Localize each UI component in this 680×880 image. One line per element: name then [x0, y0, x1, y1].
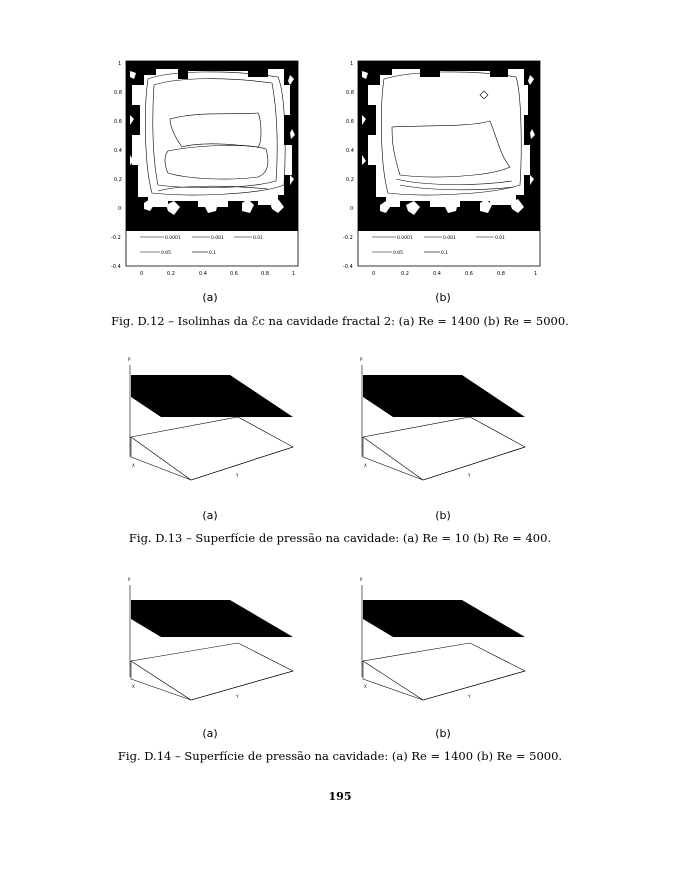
z-axis-label: P: [360, 577, 363, 582]
y-tick: 0: [350, 206, 354, 212]
legend-entry: 0.05: [161, 251, 172, 256]
pressure-surface: [131, 600, 293, 637]
y-tick-labels: [343, 61, 354, 270]
subfigure-label-b: (b): [435, 509, 451, 522]
x-tick-labels: [140, 271, 295, 277]
x-tick: 0: [372, 271, 376, 277]
pressure-surface-plot: [350, 575, 530, 705]
y-tick: 0.6: [346, 119, 354, 125]
legend-entry: 0.01: [253, 236, 264, 241]
y-tick: 0.4: [114, 148, 122, 154]
legend-entry: 0.001: [443, 236, 456, 241]
subfigure-label-a: (a): [202, 727, 218, 740]
legend-entry: 0.1: [441, 251, 449, 256]
x-tick: 0.2: [401, 271, 409, 277]
x-tick: 0.4: [433, 271, 441, 277]
x-axis: [363, 679, 423, 700]
base-plane: [363, 417, 525, 480]
legend-entry: 0.001: [211, 236, 224, 241]
y-tick: 1: [118, 61, 122, 67]
y-tick: -0.4: [343, 264, 353, 270]
subfigure-label-b: (b): [435, 291, 451, 304]
x-tick: 0.8: [497, 271, 505, 277]
y-tick: 0.6: [114, 119, 122, 125]
y-axis-label: Y: [236, 473, 239, 478]
y-tick: 1: [350, 61, 354, 67]
y-tick: 0.2: [114, 177, 122, 183]
base-plane: [363, 643, 525, 700]
legend-entry: 0.1: [209, 251, 217, 256]
x-tick-labels: [372, 271, 537, 277]
subfigure-label-a: (a): [202, 509, 218, 522]
legend-entry: 0.0001: [397, 236, 413, 241]
y-tick: 0.8: [114, 90, 122, 96]
x-axis: [363, 457, 423, 480]
y-tick: 0.2: [346, 177, 354, 183]
y-tick-labels: [111, 61, 122, 270]
subfigure-label-a: (a): [202, 291, 218, 304]
y-axis-label: Y: [468, 694, 471, 699]
base-plane: [131, 643, 293, 700]
z-axis-label: P: [360, 357, 363, 362]
x-tick: 1: [292, 271, 296, 277]
x-tick: 0: [140, 271, 144, 277]
figure-caption-d14: Fig. D.14 – Superfície de pressão na cavidade: (a) Re = 1400 (b) Re = 5000.: [117, 749, 563, 763]
y-tick: 0: [118, 206, 122, 212]
y-axis: [423, 671, 525, 700]
subfigure-label-b: (b): [435, 727, 451, 740]
y-axis-label: Y: [236, 694, 239, 699]
y-axis: [191, 447, 293, 480]
x-axis-label: X: [132, 463, 135, 468]
pressure-surface: [363, 600, 525, 637]
y-tick: -0.4: [111, 264, 121, 270]
x-tick: 1: [534, 271, 538, 277]
y-axis: [191, 671, 293, 700]
legend-entry: 0.05: [393, 251, 404, 256]
y-tick: -0.2: [343, 235, 353, 241]
x-axis-label: X: [364, 684, 367, 689]
pressure-surface-plot: [118, 355, 298, 485]
pressure-surface-plot: [350, 355, 530, 485]
x-tick: 0.6: [465, 271, 473, 277]
figure-caption-d12: Fig. D.12 – Isolinhas da ℰc na cavidade fractal 2: (a) Re = 1400 (b) Re = 5000.: [111, 314, 569, 328]
x-tick: 0.8: [261, 271, 269, 277]
x-axis: [131, 457, 191, 480]
z-axis-label: P: [128, 577, 131, 582]
x-axis-label: X: [364, 463, 367, 468]
x-tick: 0.4: [199, 271, 207, 277]
contour-plot-b: [340, 55, 550, 280]
x-axis-label: X: [132, 684, 135, 689]
y-axis-label: Y: [468, 473, 471, 478]
pressure-surface-plot: [118, 575, 298, 705]
y-axis: [423, 447, 525, 480]
x-tick: 0.2: [167, 271, 175, 277]
legend-entry: 0.0001: [165, 236, 181, 241]
pressure-surface: [363, 375, 525, 417]
y-tick: 0.8: [346, 90, 354, 96]
page-number: 195: [328, 790, 352, 803]
pressure-surface: [131, 375, 293, 417]
contour-plot-a: [108, 55, 308, 280]
y-tick: -0.2: [111, 235, 121, 241]
base-plane: [131, 417, 293, 480]
figure-caption-d13: Fig. D.13 – Superfície de pressão na cavidade: (a) Re = 10 (b) Re = 400.: [128, 531, 552, 545]
legend-entry: 0.01: [495, 236, 506, 241]
x-axis: [131, 679, 191, 700]
x-tick: 0.6: [230, 271, 238, 277]
y-tick: 0.4: [346, 148, 354, 154]
z-axis-label: P: [128, 357, 131, 362]
